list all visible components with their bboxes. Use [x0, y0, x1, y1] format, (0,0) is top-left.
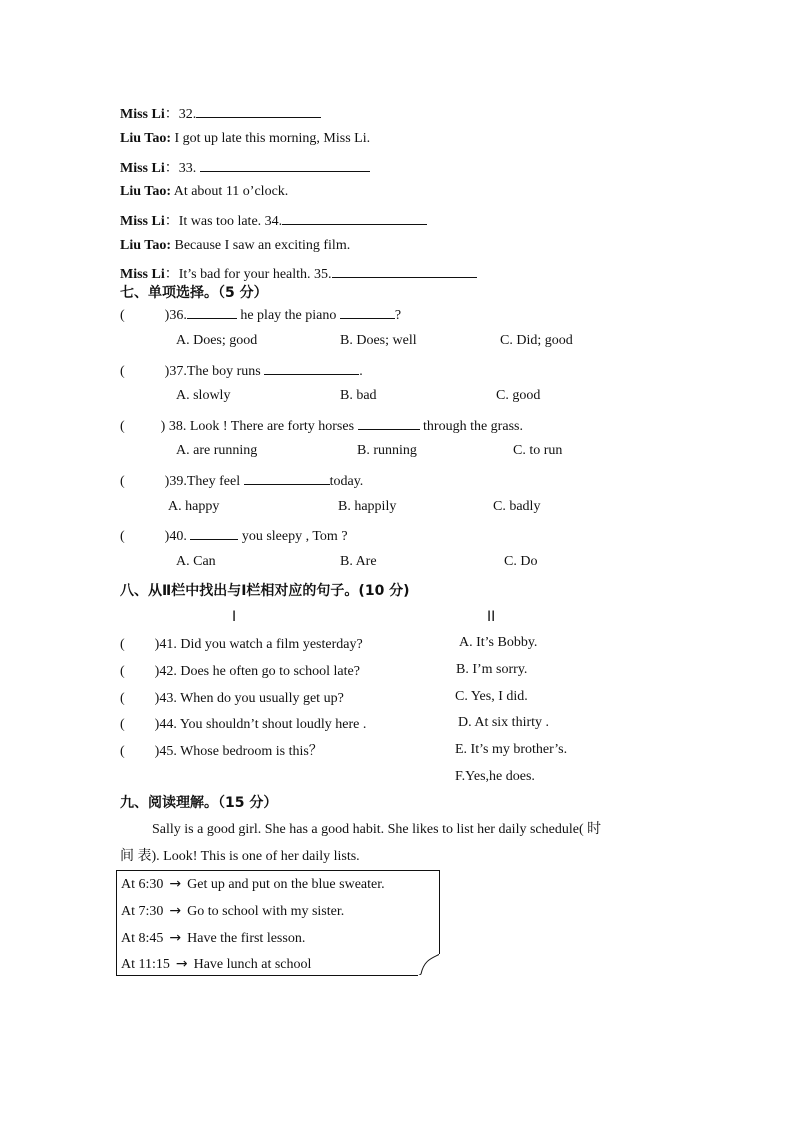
answer-paren-45[interactable]: [125, 741, 155, 755]
column-1-header: I: [232, 609, 237, 625]
arrow-right-icon: →: [169, 930, 182, 946]
page-fold-icon: [418, 954, 440, 976]
dialogue-line-32: Miss Li：32.: [120, 103, 321, 124]
answer-blank-33[interactable]: [200, 157, 370, 172]
match-item-43: ( )43. When do you usually get up?: [120, 688, 344, 708]
dialogue-line-34: Miss Li：It was too late. 34.: [120, 210, 427, 231]
match-item-44: ( )44. You shouldn’t shout loudly here .: [120, 714, 366, 734]
answer-paren-38[interactable]: [125, 416, 161, 430]
match-option: B. I’m sorry.: [456, 662, 528, 677]
option: B. Are: [340, 554, 377, 569]
answer-paren-36[interactable]: [125, 305, 165, 319]
answer-blank-32[interactable]: [196, 103, 321, 118]
schedule-row: At 7:30 → Go to school with my sister.: [121, 903, 345, 919]
dialogue-line: Liu Tao: At about 11 o’clock.: [120, 184, 289, 199]
option: A. Does; good: [176, 333, 258, 348]
schedule-row: At 8:45 → Have the first lesson.: [121, 930, 306, 946]
option: B. Does; well: [340, 333, 417, 348]
match-item-42: ( )42. Does he often go to school late?: [120, 661, 360, 681]
match-option: F.Yes,he does.: [455, 769, 535, 784]
arrow-right-icon: →: [175, 956, 188, 972]
option: C. Did; good: [500, 333, 573, 348]
answer-blank-34[interactable]: [282, 210, 427, 225]
match-option: E. It’s my brother’s.: [455, 742, 568, 757]
question-40: ( )40. you sleepy , Tom ?: [120, 525, 348, 546]
question-37: ( )37.The boy runs .: [120, 360, 363, 381]
option: A. happy: [168, 499, 220, 514]
match-option: C. Yes, I did.: [455, 689, 528, 704]
passage-line: 间 表). Look! This is one of her daily lists.: [120, 849, 360, 864]
dialogue-line-33: Miss Li：33.: [120, 157, 370, 178]
question-39: ( )39.They feel today.: [120, 470, 363, 491]
column-2-header: II: [487, 609, 496, 625]
arrow-right-icon: →: [169, 876, 182, 892]
blank: [187, 304, 237, 319]
blank: [264, 360, 359, 375]
match-option: A. It’s Bobby.: [459, 635, 538, 650]
answer-paren-40[interactable]: [125, 526, 165, 540]
option: A. slowly: [176, 388, 231, 403]
match-option: D. At six thirty .: [458, 715, 550, 730]
blank: [244, 470, 330, 485]
section-7-title: 七、单项选择。（5 分）: [120, 285, 268, 301]
option: B. running: [357, 443, 417, 458]
question-36: ( )36. he play the piano ?: [120, 304, 401, 325]
section-9-title: 九、阅读理解。（15 分）: [120, 795, 278, 811]
option: C. badly: [493, 499, 541, 514]
option: B. bad: [340, 388, 377, 403]
answer-paren-41[interactable]: [125, 634, 155, 648]
passage-line: Sally is a good girl. She has a good habit. She likes to list her daily schedule( 时: [152, 822, 602, 837]
schedule-row: At 11:15 → Have lunch at school: [121, 956, 312, 972]
match-item-45: ( )45. Whose bedroom is this？: [120, 741, 323, 761]
option: A. Can: [176, 554, 216, 569]
option: B. happily: [338, 499, 397, 514]
option: C. good: [496, 388, 541, 403]
blank: [340, 304, 395, 319]
option: C. to run: [513, 443, 563, 458]
answer-paren-42[interactable]: [125, 661, 155, 675]
blank: [358, 415, 420, 430]
answer-paren-44[interactable]: [125, 714, 155, 728]
option: A. are running: [176, 443, 258, 458]
schedule-box: [116, 870, 440, 976]
blank: [190, 525, 238, 540]
answer-blank-35[interactable]: [332, 263, 477, 278]
dialogue-line: Liu Tao: I got up late this morning, Miss Li.: [120, 131, 371, 146]
dialogue-line-35: Miss Li：It’s bad for your health. 35.: [120, 263, 477, 284]
question-38: ( ) 38. Look ! There are forty horses through the grass.: [120, 415, 523, 436]
section-8-title: 八、从Ⅱ栏中找出与Ⅰ栏相对应的句子。(10 分): [120, 583, 410, 599]
arrow-right-icon: →: [169, 903, 182, 919]
answer-paren-39[interactable]: [125, 471, 165, 485]
schedule-row: At 6:30 → Get up and put on the blue sweater.: [121, 876, 385, 892]
answer-paren-43[interactable]: [125, 688, 155, 702]
dialogue-line: Liu Tao: Because I saw an exciting film.: [120, 238, 351, 253]
match-item-41: ( )41. Did you watch a film yesterday?: [120, 634, 363, 654]
option: C. Do: [504, 554, 538, 569]
answer-paren-37[interactable]: [125, 361, 165, 375]
